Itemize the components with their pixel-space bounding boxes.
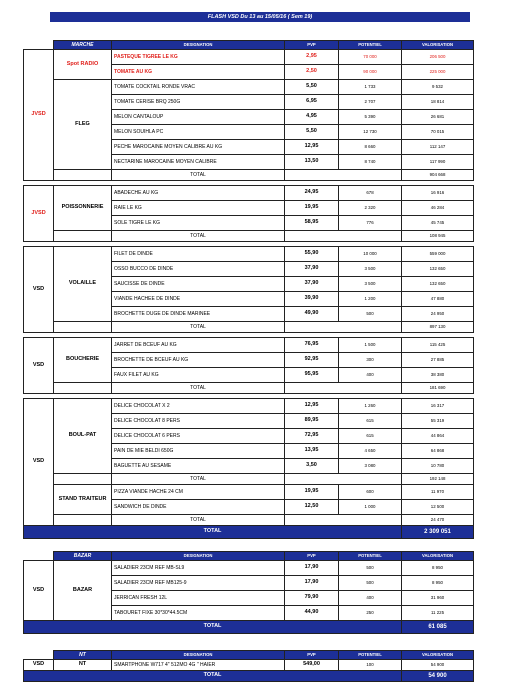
item-valorisation: 11 225 [402,606,474,621]
item-pvp: 5,50 [285,80,339,95]
item-valorisation: 18 814 [402,95,474,110]
subtotal-label: TOTAL [112,170,285,181]
item-pvp: 19,95 [285,201,339,216]
col-pvp: PVP [285,41,339,50]
item-designation: PASTEQUE TIGREE LE KG [112,50,285,65]
item-valorisation: 8 950 [402,561,474,576]
subtotal-label: TOTAL [112,515,285,526]
item-designation: DELICE CHOCOLAT 6 PERS [112,429,285,444]
col-valorisation: VALORISATION [402,552,474,561]
item-potentiel: 70 000 [339,50,402,65]
subtotal-spacer [54,322,112,333]
subtotal-spacer [54,515,112,526]
subsection-label: VOLAILLE [54,247,112,322]
col-designation: DESIGNATION [112,41,285,50]
item-valorisation: 16 317 [402,399,474,414]
subtotal-blank [285,515,402,526]
subtotal-row [24,322,474,333]
item-valorisation: 559 000 [402,247,474,262]
table-row [24,399,474,414]
item-designation: BAGUETTE AU SESAME [112,459,285,474]
item-potentiel: 3 080 [339,459,402,474]
subtotal-row [24,515,474,526]
section-label: VSD [24,247,54,333]
col-potentiel: POTENTIEL [339,41,402,50]
subsection-label: BOUCHERIE [54,338,112,383]
item-pvp: 17,90 [285,576,339,591]
item-potentiel: 3 500 [339,277,402,292]
subtotal-spacer [54,170,112,181]
subtotal-spacer [54,383,112,394]
section-label: VSD [24,561,54,621]
item-designation: PIZZA VIANDE HACHE 24 CM [112,485,285,500]
item-pvp: 24,95 [285,186,339,201]
item-designation: BROCHETTE DE BCEUF AU KG [112,353,285,368]
item-valorisation: 115 425 [402,338,474,353]
item-pvp: 89,95 [285,414,339,429]
item-potentiel: 5 390 [339,110,402,125]
item-potentiel: 400 [339,368,402,383]
subsection-label: BAZAR [54,561,112,621]
item-pvp: 37,90 [285,277,339,292]
header-row [24,41,474,50]
item-valorisation: 45 745 [402,216,474,231]
item-valorisation: 16 916 [402,186,474,201]
col-bazar: BAZAR [54,552,112,561]
item-valorisation: 54 900 [402,660,474,671]
subtotal-row [24,474,474,485]
grand-total-row [24,671,474,682]
item-designation: SMARTPHONE W717 4" 512MO 4G " HAIER [112,660,285,671]
header-row [24,552,474,561]
subsection-label-traiteur: STAND TRAITEUR [54,485,112,515]
item-designation: PECHE MAROCAINE MOYEN CALIBRE AU KG [112,140,285,155]
grand-total-row [24,621,474,634]
subtotal-label: TOTAL [112,383,285,394]
item-pvp: 39,90 [285,292,339,307]
grand-total-value: 54 900 [402,671,474,682]
item-potentiel: 2 707 [339,95,402,110]
subtotal-blank [285,383,402,394]
item-pvp: 95,95 [285,368,339,383]
item-potentiel: 1 733 [339,80,402,95]
item-designation: JARRET DE BCEUF AU KG [112,338,285,353]
col-designation: DESIGNATION [112,552,285,561]
item-designation: NECTARINE MAROCAINE MOYEN CALIBRE [112,155,285,170]
item-potentiel: 8 740 [339,155,402,170]
item-pvp: 2,95 [285,50,339,65]
subtotal-value: 904 668 [402,170,474,181]
grand-total-label: TOTAL [24,671,402,682]
subtotal-value: 181 690 [402,383,474,394]
col-potentiel: POTENTIEL [339,552,402,561]
item-potentiel: 500 [339,576,402,591]
grand-total-label: TOTAL [24,526,402,539]
subtotal-blank [285,170,402,181]
item-valorisation: 10 780 [402,459,474,474]
item-designation: TOMATE AU KG [112,65,285,80]
section-label: VSD [24,338,54,394]
section-label: VSD [24,660,54,671]
col-pvp: PVP [285,651,339,660]
section-label: JVSD [24,186,54,242]
item-potentiel: 1 200 [339,292,402,307]
item-designation: SAUCISSE DE DINDE [112,277,285,292]
item-potentiel: 8 660 [339,140,402,155]
table-row [24,247,474,262]
subtotal-spacer [54,231,112,242]
item-valorisation: 12 500 [402,500,474,515]
header-blank [24,41,54,50]
item-potentiel: 615 [339,429,402,444]
item-pvp: 37,90 [285,262,339,277]
col-designation: DESIGNATION [112,651,285,660]
subtotal-label: TOTAL [112,474,285,485]
item-valorisation: 206 500 [402,50,474,65]
subtotal-row [24,231,474,242]
item-designation: SALADIER 23CM REF MB125-9 [112,576,285,591]
item-pvp: 2,50 [285,65,339,80]
subtotal-spacer [54,474,112,485]
subsection-label: NT [54,660,112,671]
item-potentiel: 1 500 [339,338,402,353]
table-row [24,561,474,576]
item-designation: FAUX FILET AU KG [112,368,285,383]
item-pvp: 549,00 [285,660,339,671]
table-row [24,338,474,353]
item-valorisation: 31 960 [402,591,474,606]
item-potentiel: 600 [339,485,402,500]
item-pvp: 79,90 [285,591,339,606]
item-potentiel: 10 000 [339,247,402,262]
item-potentiel: 4 650 [339,444,402,459]
item-valorisation: 38 380 [402,368,474,383]
item-potentiel: 300 [339,353,402,368]
subtotal-label: TOTAL [112,322,285,333]
item-pvp: 6,95 [285,95,339,110]
item-potentiel: 678 [339,186,402,201]
item-pvp: 3,50 [285,459,339,474]
item-designation: SOLE TIGRE LE KG [112,216,285,231]
item-pvp: 76,95 [285,338,339,353]
subtotal-row [24,383,474,394]
section-label: VSD [24,399,54,526]
subtotal-row [24,170,474,181]
nt-table [23,650,474,682]
item-pvp: 12,95 [285,399,339,414]
bazar-table [23,551,474,634]
subtotal-value: 897 130 [402,322,474,333]
item-designation: ABADECHE AU KG [112,186,285,201]
item-potentiel: 3 500 [339,262,402,277]
subtotal-blank [285,322,402,333]
subsection-label: POISSONNERIE [54,186,112,231]
item-potentiel: 100 [339,660,402,671]
item-designation: VIANDE HACHEE DE DINDE [112,292,285,307]
item-designation: DELICE CHOCOLAT 8 PERS [112,414,285,429]
table-row [24,660,474,671]
subtotal-value: 108 945 [402,231,474,242]
item-valorisation: 225 000 [402,65,474,80]
item-potentiel: 90 000 [339,65,402,80]
item-valorisation: 47 880 [402,292,474,307]
subsection-label: BOUL-PAT [54,399,112,474]
item-designation: SALADIER 23CM REF MB-SL9 [112,561,285,576]
table-row [24,485,474,500]
item-designation: TABOURET FIXE 30*30*44.5CM [112,606,285,621]
table-row [24,50,474,65]
item-designation: MELON CANTALOUP [112,110,285,125]
item-designation: SANDWICH DE DINDE [112,500,285,515]
item-pvp: 55,90 [285,247,339,262]
document-title: FLASH VSD Du 13 au 15/05/16 ( Sem 19) [50,12,470,22]
subtotal-value: 192 148 [402,474,474,485]
subtotal-value: 24 470 [402,515,474,526]
item-valorisation: 46 284 [402,201,474,216]
item-potentiel: 400 [339,591,402,606]
grand-total-value: 61 085 [402,621,474,634]
item-valorisation: 55 319 [402,414,474,429]
col-potentiel: POTENTIEL [339,651,402,660]
item-potentiel: 250 [339,606,402,621]
grand-total-row [24,526,474,539]
item-valorisation: 64 868 [402,444,474,459]
item-potentiel: 500 [339,307,402,322]
item-pvp: 49,90 [285,307,339,322]
item-valorisation: 132 650 [402,262,474,277]
item-designation: OSSO BUCCO DE DINDE [112,262,285,277]
item-pvp: 17,90 [285,561,339,576]
item-potentiel: 776 [339,216,402,231]
item-pvp: 19,95 [285,485,339,500]
item-valorisation: 27 885 [402,353,474,368]
item-designation: BROCHETTE DUGE DE DINDE MARINEE [112,307,285,322]
col-valorisation: VALORISATION [402,41,474,50]
item-designation: MELON SOUIHLA PC [112,125,285,140]
item-designation: DELICE CHOCOLAT X 2 [112,399,285,414]
section-label: JVSD [24,50,54,181]
item-valorisation: 11 970 [402,485,474,500]
col-valorisation: VALORISATION [402,651,474,660]
item-potentiel: 2 320 [339,201,402,216]
item-valorisation: 117 990 [402,155,474,170]
main-table [23,40,474,539]
header-blank [24,651,54,660]
subtotal-label: TOTAL [112,231,285,242]
item-valorisation: 112 147 [402,140,474,155]
subsection-label: FLEG [54,80,112,170]
item-designation: FILET DE DINDE [112,247,285,262]
item-pvp: 72,95 [285,429,339,444]
grand-total-label: TOTAL [24,621,402,634]
item-valorisation: 24 950 [402,307,474,322]
item-designation: RAIE LE KG [112,201,285,216]
item-valorisation: 132 650 [402,277,474,292]
item-pvp: 92,95 [285,353,339,368]
item-valorisation: 70 015 [402,125,474,140]
item-pvp: 12,50 [285,500,339,515]
item-potentiel: 1 000 [339,500,402,515]
item-valorisation: 8 950 [402,576,474,591]
item-valorisation: 9 532 [402,80,474,95]
col-nt: NT [54,651,112,660]
item-potentiel: 12 730 [339,125,402,140]
spot-radio-label: Spot RADIO [54,50,112,80]
item-pvp: 4,95 [285,110,339,125]
item-potentiel: 615 [339,414,402,429]
col-pvp: PVP [285,552,339,561]
subtotal-blank [285,231,402,242]
item-pvp: 44,90 [285,606,339,621]
item-pvp: 58,95 [285,216,339,231]
item-designation: TOMATE CERISE BRQ 250G [112,95,285,110]
item-valorisation: 44 864 [402,429,474,444]
item-pvp: 12,95 [285,140,339,155]
col-marche: MARCHE [54,41,112,50]
item-designation: JERRICAN FRESH 12L [112,591,285,606]
item-pvp: 13,50 [285,155,339,170]
item-designation: PAIN DE MIE BELDI 650G [112,444,285,459]
item-pvp: 13,95 [285,444,339,459]
table-row [24,186,474,201]
subtotal-blank [285,474,402,485]
header-row [24,651,474,660]
item-valorisation: 26 681 [402,110,474,125]
item-pvp: 5,50 [285,125,339,140]
table-row [24,80,474,95]
grand-total-value: 2 309 051 [402,526,474,539]
header-blank [24,552,54,561]
item-designation: TOMATE COCKTAIL RONDE VRAC [112,80,285,95]
item-potentiel: 1 260 [339,399,402,414]
item-potentiel: 500 [339,561,402,576]
